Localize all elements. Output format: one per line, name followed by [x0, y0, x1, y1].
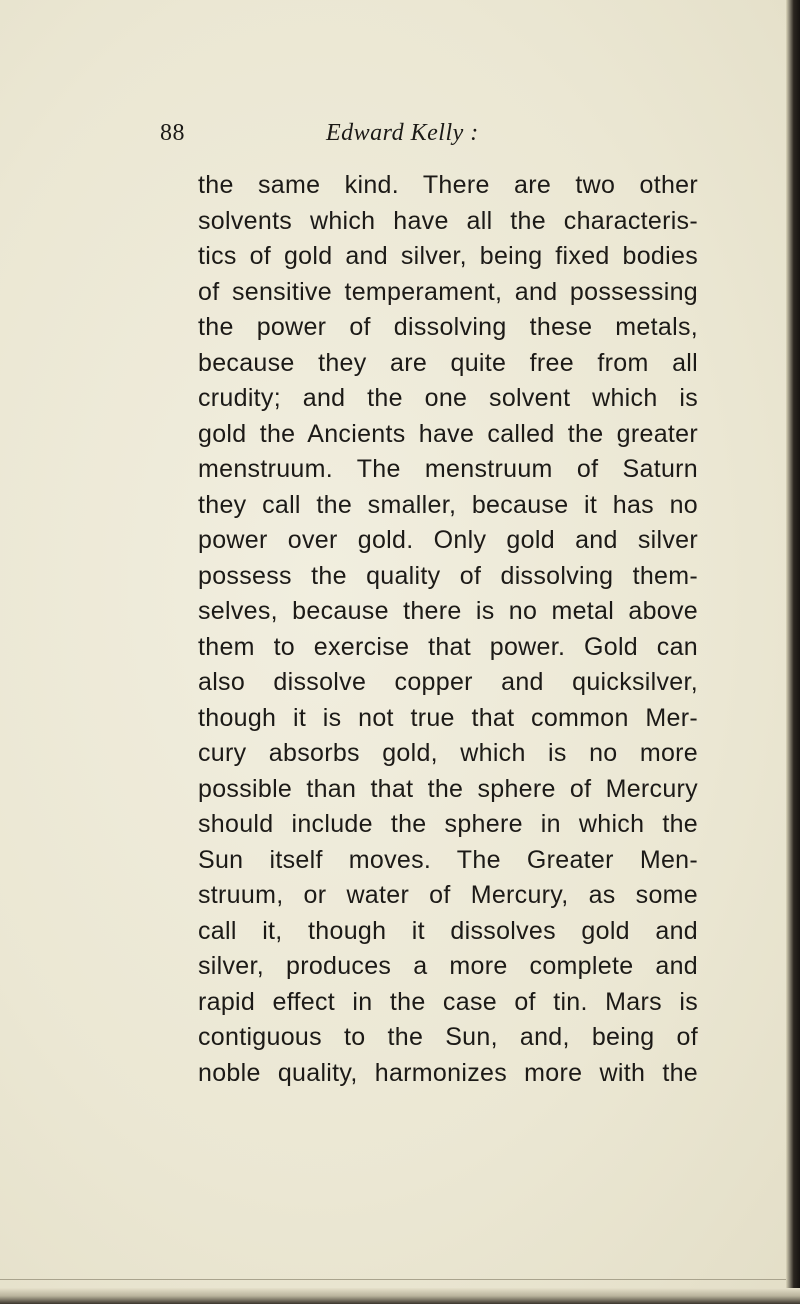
running-head [160, 120, 720, 160]
text-line: menstruum. The menstruum of Saturn [198, 455, 698, 483]
text-line: silver, produces a more complete and [198, 952, 698, 980]
text-line: though it is not true that common Mer- [198, 703, 698, 732]
running-title: Edward Kelly : [326, 120, 479, 146]
text-line: the same kind. There are two other [198, 171, 698, 199]
page-number: 88 [160, 120, 185, 146]
text-line: of sensitive temperament, and possessing [198, 277, 698, 306]
page-bottom-rule [0, 1279, 800, 1280]
text-line: cury absorbs gold, which is no more [198, 739, 698, 767]
text-line: because they are quite free from all [198, 348, 698, 377]
text-line: selves, because there is no metal above [198, 597, 698, 625]
body-text [198, 168, 698, 1091]
page-bottom-edge-shadow [0, 1288, 800, 1304]
text-line: them to exercise that power. Gold can [198, 632, 698, 661]
page-right-edge-shadow [786, 0, 800, 1304]
text-line: power over gold. Only gold and silver [198, 526, 698, 554]
text-line: contiguous to the Sun, and, being of [198, 1023, 698, 1051]
text-line: tics of gold and silver, being fixed bodies [198, 242, 698, 270]
text-line: should include the sphere in which the [198, 810, 698, 838]
text-line: struum, or water of Mercury, as some [198, 881, 698, 909]
text-line: they call the smaller, because it has no [198, 490, 698, 519]
text-line: gold the Ancients have called the greater [198, 419, 698, 448]
text-line: possess the quality of dissolving them- [198, 561, 698, 590]
text-line: possible than that the sphere of Mercury [198, 774, 698, 803]
text-line: rapid effect in the case of tin. Mars is [198, 987, 698, 1016]
text-line: solvents which have all the characteris- [198, 206, 698, 235]
text-line: the power of dissolving these metals, [198, 313, 698, 341]
text-line: crudity; and the one solvent which is [198, 384, 698, 412]
text-line: also dissolve copper and quicksilver, [198, 668, 698, 696]
text-line: call it, though it dissolves gold and [198, 916, 698, 945]
text-line: noble quality, harmonizes more with the [198, 1058, 698, 1087]
text-line: Sun itself moves. The Greater Men- [198, 845, 698, 874]
